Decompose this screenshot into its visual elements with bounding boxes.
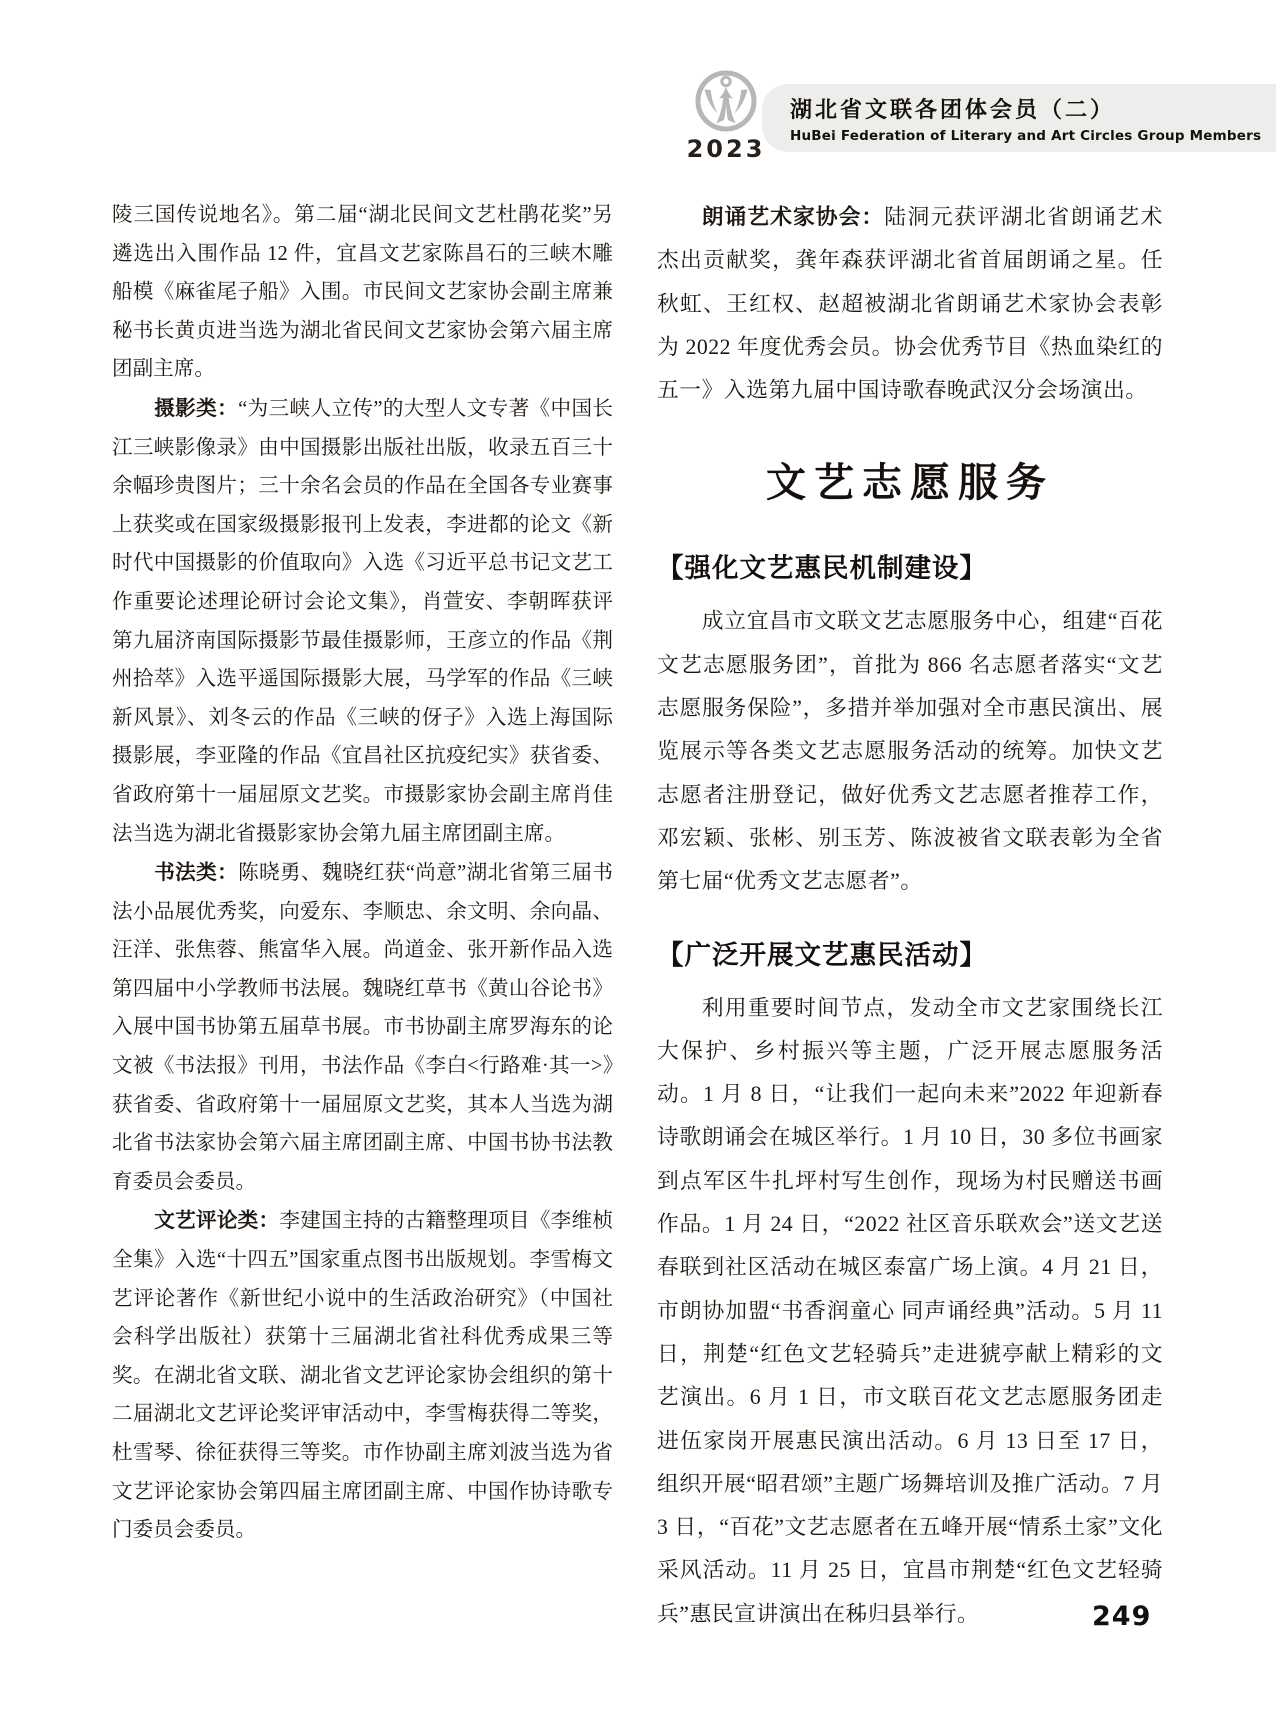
paragraph-lead: 书法类： <box>154 860 239 885</box>
paragraph-folk-art-continued <box>112 196 613 389</box>
section-heading-activities: 【广泛开展文艺惠民活动】 <box>657 939 987 971</box>
section-heading-mechanism: 【强化文艺惠民机制建设】 <box>657 553 987 585</box>
page-number: 249 <box>1092 1601 1152 1632</box>
chapter-title-volunteer-service: 文艺志愿服务 <box>766 460 1054 507</box>
paragraph-recitation-association <box>657 196 1163 412</box>
federation-emblem-icon <box>693 68 759 134</box>
section-paragraph-activities: 利用重要时间节点，发动全市文艺家围绕长江大保护、乡村振兴等主题，广泛开展志愿服务活动。1 月 8 日，“让我们一起向未来”2022 年迎新春诗歌朗诵会在城区举行。1 月 10 日，30 多位书画家到点军区牛扎坪村写生创作，现场为村民赠送书画作品。1 月 24 日，“2022 社区音乐联欢会”送文艺送春联到社区活动在城区泰富广场上演。4 月 21 日，市朗协加盟“书香润童心 同声诵经典”活动。5 月 11 日，荆楚“红色文艺轻骑兵”走进猇亭献上精彩的文艺演出。6 月 1 日，市文联百花文艺志愿服务团走进伍家岗开展惠民演出活动。6 月 13 日至 17 日，组织开展“昭君颂”主题广场舞培训及推广活动。7 月 3 日，“百花”文艺志愿者在五峰开展“情系土家”文化采风活动。11 月 25 日，宜昌市荆楚“红色文艺轻骑兵”惠民宣讲演出在秭归县举行。 <box>657 995 1163 1626</box>
header-title-chinese: 湖北省文联各团体会员（二） <box>790 98 1116 123</box>
right-column <box>657 196 1163 1636</box>
paragraph-text: 陈晓勇、魏晓红获“尚意”湖北省第三届书法小品展优秀奖，向爱东、李顺忠、余文明、余向晶、汪洋、张焦蓉、熊富华入展。尚道金、张开新作品入选第四届中小学教师书法展。魏晓红草书《黄山谷论书》入展中国书协第五届草书展。市书协副主席罗海东的论文被《书法报》刊用，书法作品《李白<行路难·其一>》获省委、省政府第十一届屈原文艺奖，其本人当选为湖北省书法家协会第六届主席团副主席、中国书协书法教育委员会委员。 <box>112 862 614 1193</box>
header-band <box>762 84 1276 152</box>
header-title-english: HuBei Federation of Literary and Art Circles Group Members <box>790 128 1262 144</box>
paragraph-text: 李建国主持的古籍整理项目《李维桢全集》入选“十四五”国家重点图书出版规划。李雪梅文艺评论著作《新世纪小说中的生活政治研究》（中国社会科学出版社）获第十三届湖北省社科优秀成果三等奖。在湖北省文联、湖北省文艺评论家协会组织的第十二届湖北文艺评论奖评审活动中，李雪梅获得二等奖，杜雪琴、徐征获得三等奖。市作协副主席刘波当选为省文艺评论家协会第四届主席团副主席、中国作协诗歌专门委员会委员。 <box>112 1210 614 1542</box>
paragraph-calligraphy <box>112 853 613 1201</box>
paragraph-lead: 摄影类： <box>154 395 239 420</box>
left-column <box>112 196 613 1550</box>
logo-year: 2023 <box>686 135 766 163</box>
paragraph-text: “为三峡人立传”的大型人文专著《中国长江三峡影像录》由中国摄影出版社出版，收录五百三十余幅珍贵图片；三十余名会员的作品在全国各专业赛事上获奖或在国家级摄影报刊上发表，李进都的论文《新时代中国摄影的价值取向》入选《习近平总书记文艺工作重要论述理论研讨会论文集》，肖萱安、李朝晖获评第九届济南国际摄影节最佳摄影师，王彦立的作品《荆州拾萃》入选平遥国际摄影大展，马学军的作品《三峡新风景》、刘冬云的作品《三峡的伢子》入选上海国际摄影展，李亚隆的作品《宜昌社区抗疫纪实》获省委、省政府第十一届屈原文艺奖。市摄影家协会副主席肖佳法当选为湖北省摄影家协会第九届主席团副主席。 <box>112 397 614 845</box>
paragraph-art-criticism <box>112 1201 613 1549</box>
paragraph-lead: 文艺评论类： <box>154 1208 280 1233</box>
section-paragraph-mechanism: 成立宜昌市文联文艺志愿服务中心，组建“百花文艺志愿服务团”，首批为 866 名志愿者落实“文艺志愿服务保险”，多措并举加强对全市惠民演出、展览展示等各类文艺志愿服务活动的统筹。加快文艺志愿者注册登记，做好优秀文艺志愿者推荐工作，邓宏颖、张彬、别玉芳、陈波被省文联表彰为全省第七届“优秀文艺志愿者”。 <box>657 609 1163 894</box>
paragraph-text: 陆洞元获评湖北省朗诵艺术杰出贡献奖，龚年森获评湖北省首届朗诵之星。任秋虹、王红权、赵超被湖北省朗诵艺术家协会表彰为 2022 年度优秀会员。协会优秀节目《热血染红的五一》入选第九届中国诗歌春晚武汉分会场演出。 <box>657 205 1163 403</box>
paragraph-lead: 朗诵艺术家协会： <box>701 205 885 230</box>
logo-block <box>683 68 769 163</box>
paragraph-text: 陵三国传说地名》。第二届“湖北民间文艺杜鹃花奖”另遴选出入围作品 12 件，宜昌文艺家陈昌石的三峡木雕船模《麻雀尾子船》入围。市民间文艺家协会副主席兼秘书长黄贞进当选为湖北省民间文艺家协会第六届主席团副主席。 <box>112 204 613 381</box>
paragraph-photography <box>112 389 613 853</box>
